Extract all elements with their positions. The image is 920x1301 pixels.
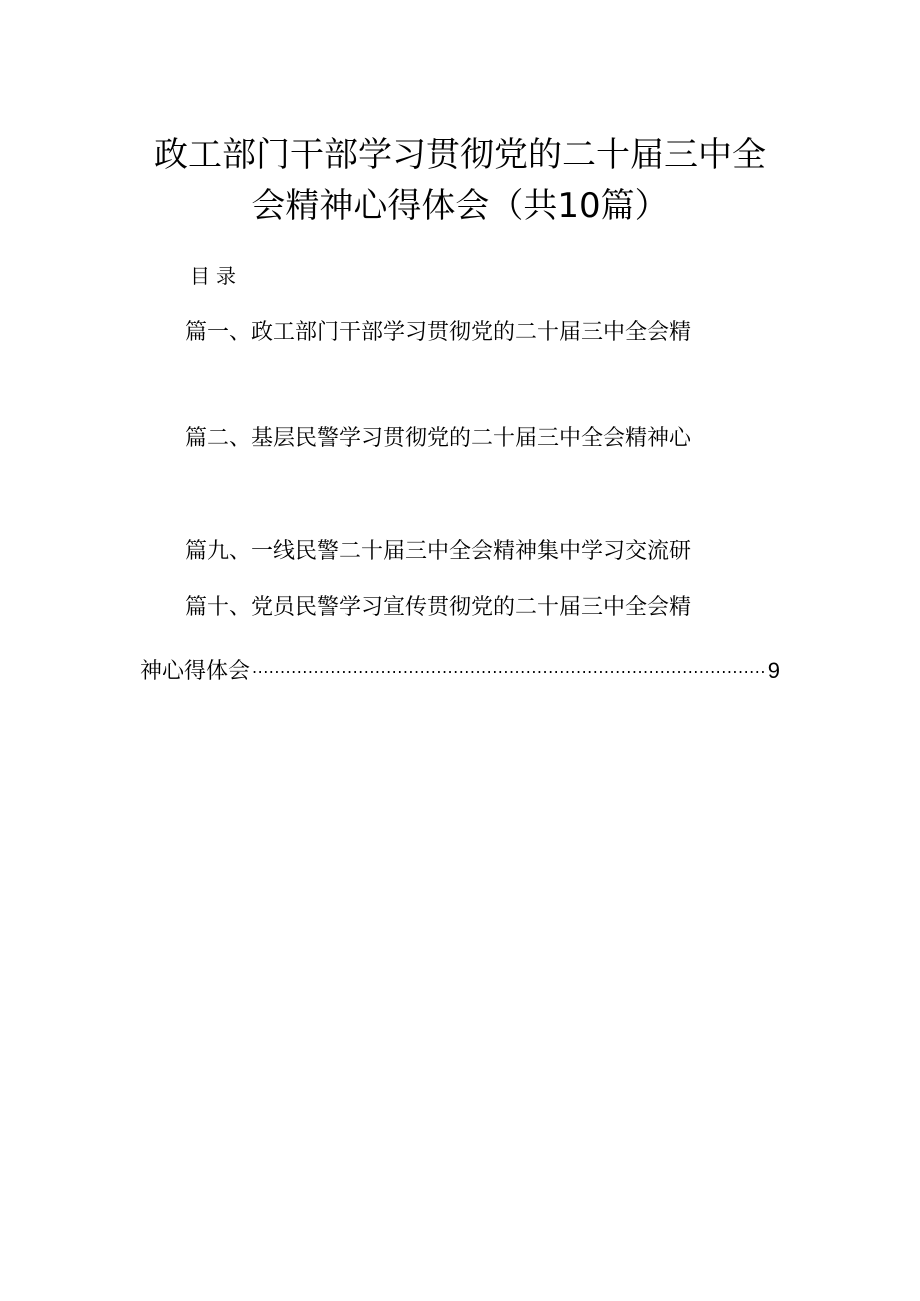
toc-entry-2[interactable]: 篇二、基层民警学习贯彻党的二十届三中全会精神心 — [185, 426, 692, 451]
toc-heading: 目录 — [190, 264, 242, 288]
toc-page-number: 9 — [767, 658, 780, 683]
document-title-line-1: 政工部门干部学习贯彻党的二十届三中全 — [154, 135, 766, 175]
toc-entry-9[interactable]: 篇九、一线民警二十届三中全会精神集中学习交流研 — [185, 539, 692, 564]
toc-entry-1[interactable]: 篇一、政工部门干部学习贯彻党的二十届三中全会精 — [185, 320, 692, 345]
dot-leader — [252, 650, 766, 678]
toc-entry-10-continuation[interactable] — [140, 650, 780, 686]
toc-entry-10[interactable]: 篇十、党员民警学习宣传贯彻党的二十届三中全会精 — [185, 595, 692, 620]
toc-entry-10-continuation-text: 神心得体会 — [140, 659, 251, 684]
document-title-line-2: 会精神心得体会（共10篇） — [251, 186, 669, 226]
